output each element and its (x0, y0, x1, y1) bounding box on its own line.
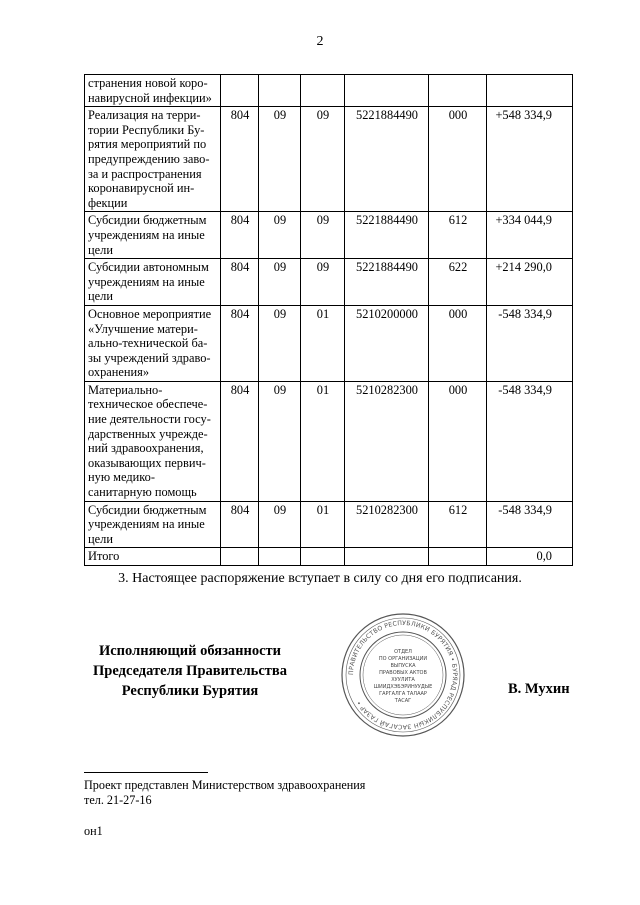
row-section-code (259, 548, 301, 566)
table-row (85, 501, 573, 548)
row-amount: -548 334,9 (487, 501, 573, 548)
row-target-article: 5210282300 (345, 501, 429, 548)
row-target-article: 5221884490 (345, 212, 429, 259)
row-subsection-code (301, 75, 345, 107)
row-name: Основное мероприятие «Улучшение матери- ально-технической ба- зы учреждений здраво- охранения» (85, 305, 221, 381)
seal-line8: ТАСАГ (394, 698, 412, 704)
row-admin-code: 804 (221, 212, 259, 259)
footnote-divider (84, 772, 208, 773)
row-section-code: 09 (259, 501, 301, 548)
row-section-code: 09 (259, 107, 301, 212)
row-section-code: 09 (259, 305, 301, 381)
row-target-article: 5221884490 (345, 107, 429, 212)
row-amount: +334 044,9 (487, 212, 573, 259)
row-admin-code: 804 (221, 259, 259, 306)
row-expense-type: 612 (429, 501, 487, 548)
row-target-article: 5221884490 (345, 259, 429, 306)
row-subsection-code: 01 (301, 381, 345, 501)
row-section-code: 09 (259, 212, 301, 259)
row-subsection-code: 01 (301, 305, 345, 381)
row-expense-type (429, 75, 487, 107)
seal-ring-text: ПРАВИТЕЛЬСТВО РЕСПУБЛИКИ БУРЯТИЯ • БУРЯАД РЕСПУБЛИКЫН ЗАСАГАЙ ГАЗАР • (347, 619, 459, 731)
row-admin-code: 804 (221, 305, 259, 381)
table-row (85, 212, 573, 259)
footnote-line2: тел. 21-27-16 (84, 793, 152, 807)
row-admin-code (221, 548, 259, 566)
budget-table (84, 74, 573, 566)
signer-title-line3: Республики Бурятия (121, 683, 259, 699)
budget-table-body (85, 75, 573, 566)
signer-title (70, 641, 310, 701)
row-name: Реализация на терри- тории Республики Бу- рятия мероприятий по предупреждению заво- за и распространения коронавирусной ин- фекции (85, 107, 221, 212)
row-admin-code: 804 (221, 107, 259, 212)
row-subsection-code: 09 (301, 259, 345, 306)
row-target-article: 5210200000 (345, 305, 429, 381)
row-expense-type: 000 (429, 107, 487, 212)
table-row (85, 548, 573, 566)
row-expense-type: 622 (429, 259, 487, 306)
clause-3: 3. Настоящее распоряжение вступает в силу со дня его подписания. (118, 571, 522, 586)
seal-line5: ХУУЛИТА (391, 677, 415, 683)
seal-line1: ОТДЕЛ (394, 649, 412, 655)
seal-line3: ВЫПУСКА (390, 663, 416, 669)
row-name: Субсидии бюджетным учреждениям на иные цели (85, 501, 221, 548)
table-row (85, 107, 573, 212)
table-row (85, 75, 573, 107)
table-row (85, 305, 573, 381)
page-number: 2 (316, 34, 324, 49)
signer-name: В. Мухин (508, 681, 570, 697)
table-row (85, 381, 573, 501)
row-subsection-code: 01 (301, 501, 345, 548)
official-seal (340, 612, 466, 738)
row-name: Материально- техническое обеспече- ние деятельности госу- дарственных учрежде- ний здравоохранения, оказывающих первич- ную медико- санитарную помощь (85, 381, 221, 501)
table-row (85, 259, 573, 306)
document-code: он1 (84, 824, 103, 838)
row-admin-code: 804 (221, 381, 259, 501)
row-name: Субсидии автономным учреждениям на иные цели (85, 259, 221, 306)
row-expense-type (429, 548, 487, 566)
row-subsection-code: 09 (301, 212, 345, 259)
seal-line7: ГАРГАЛГА ТАЛААР (379, 691, 427, 697)
footnote (84, 778, 365, 808)
row-expense-type: 612 (429, 212, 487, 259)
row-name: странения новой коро- навирусной инфекции» (85, 75, 221, 107)
footnote-line1: Проект представлен Министерством здравоохранения (84, 778, 366, 792)
signer-title-line1: Исполняющий обязанности (98, 643, 282, 659)
row-amount: +214 290,0 (487, 259, 573, 306)
row-expense-type: 000 (429, 381, 487, 501)
seal-line6: ШИИДХЭБЭРИНУУДЫЕ (373, 684, 433, 690)
signer-title-line2: Председателя Правительства (93, 663, 287, 679)
row-section-code: 09 (259, 381, 301, 501)
row-subsection-code: 09 (301, 107, 345, 212)
row-amount: +548 334,9 (487, 107, 573, 212)
row-name: Субсидии бюджетным учреждениям на иные цели (85, 212, 221, 259)
row-target-article: 5210282300 (345, 381, 429, 501)
row-amount: -548 334,9 (487, 305, 573, 381)
row-admin-code: 804 (221, 501, 259, 548)
row-section-code (259, 75, 301, 107)
row-admin-code (221, 75, 259, 107)
row-amount (487, 75, 573, 107)
seal-line2: ПО ОРГАНИЗАЦИИ (378, 656, 428, 662)
row-subsection-code (301, 548, 345, 566)
row-expense-type: 000 (429, 305, 487, 381)
row-section-code: 09 (259, 259, 301, 306)
row-target-article (345, 548, 429, 566)
row-amount: -548 334,9 (487, 381, 573, 501)
row-target-article (345, 75, 429, 107)
row-amount: 0,0 (487, 548, 573, 566)
seal-line4: ПРАВОВЫХ АКТОВ (379, 670, 427, 676)
row-name: Итого (85, 548, 221, 566)
